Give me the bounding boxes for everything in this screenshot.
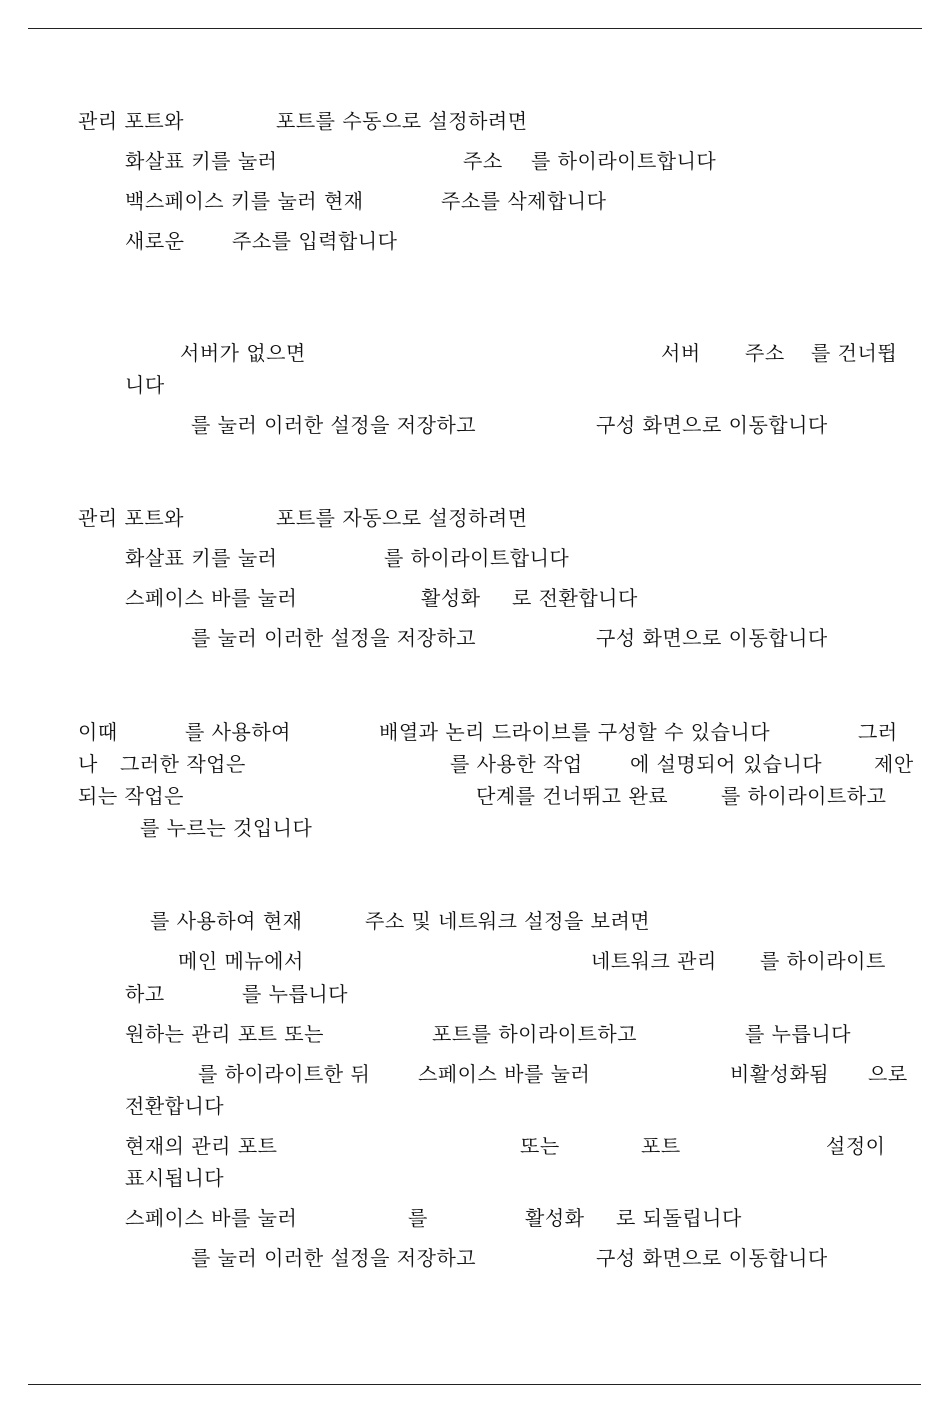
text-fragment: 으로 bbox=[868, 1062, 908, 1086]
text-fragment: 새로운 bbox=[125, 229, 185, 253]
text-fragment: 를 하이라이트 bbox=[760, 949, 886, 973]
text-fragment: 비활성화됨 bbox=[730, 1062, 830, 1086]
text-fragment: 를 하이라이트하고 bbox=[721, 784, 887, 808]
text-fragment: 주소 bbox=[745, 341, 785, 365]
bottom-rule bbox=[28, 1384, 921, 1385]
text-fragment: 현재의 관리 포트 bbox=[125, 1134, 278, 1158]
text-fragment: 니다 bbox=[125, 373, 165, 397]
text-fragment: 전환합니다 bbox=[125, 1094, 225, 1118]
text-fragment: 백스페이스 키를 눌러 현재 bbox=[125, 189, 364, 213]
text-fragment: 를 사용한 작업 bbox=[450, 752, 583, 776]
text-fragment: 원하는 관리 포트 또는 bbox=[125, 1022, 324, 1046]
text-fragment: 를 누르는 것입니다 bbox=[140, 816, 313, 840]
text-fragment: 포트를 자동으로 설정하려면 bbox=[276, 506, 528, 530]
text-fragment: 나 bbox=[78, 752, 98, 776]
text-fragment: 주소를 삭제합니다 bbox=[441, 189, 607, 213]
text-fragment: 활성화 bbox=[525, 1206, 585, 1230]
text-fragment: 관리 포트와 bbox=[78, 109, 184, 133]
text-fragment: 표시됩니다 bbox=[125, 1166, 225, 1190]
text-fragment: 구성 화면으로 이동합니다 bbox=[596, 1246, 828, 1270]
text-fragment: 배열과 논리 드라이브를 구성할 수 있습니다 bbox=[379, 720, 771, 744]
text-fragment: 포트를 수동으로 설정하려면 bbox=[276, 109, 528, 133]
text-fragment: 를 사용하여 bbox=[185, 720, 291, 744]
text-fragment: 주소 및 네트워크 설정을 보려면 bbox=[365, 909, 651, 933]
text-fragment: 를 bbox=[408, 1206, 428, 1230]
text-fragment: 를 눌러 이러한 설정을 저장하고 bbox=[191, 626, 477, 650]
text-fragment: 로 전환합니다 bbox=[512, 586, 638, 610]
text-fragment: 하고 bbox=[125, 982, 165, 1006]
text-fragment: 에 설명되어 있습니다 bbox=[630, 752, 823, 776]
text-fragment: 를 하이라이트한 뒤 bbox=[198, 1062, 371, 1086]
top-rule bbox=[28, 28, 922, 29]
text-fragment: 로 되돌립니다 bbox=[616, 1206, 742, 1230]
text-fragment: 관리 포트와 bbox=[78, 506, 184, 530]
text-fragment: 스페이스 바를 눌러 bbox=[418, 1062, 591, 1086]
text-fragment: 그러 bbox=[858, 720, 898, 744]
text-fragment: 를 눌러 이러한 설정을 저장하고 bbox=[191, 413, 477, 437]
text-fragment: 네트워크 관리 bbox=[591, 949, 717, 973]
text-fragment: 스페이스 바를 눌러 bbox=[125, 1206, 298, 1230]
text-fragment: 를 하이라이트합니다 bbox=[384, 546, 570, 570]
text-fragment: 주소 bbox=[463, 149, 503, 173]
text-fragment: 주소를 입력합니다 bbox=[232, 229, 398, 253]
text-fragment: 포트 bbox=[641, 1134, 681, 1158]
text-fragment: 화살표 키를 눌러 bbox=[125, 149, 278, 173]
text-fragment: 구성 화면으로 이동합니다 bbox=[596, 626, 828, 650]
text-fragment: 제안 bbox=[874, 752, 914, 776]
text-fragment: 포트를 하이라이트하고 bbox=[432, 1022, 638, 1046]
text-fragment: 단계를 건너뛰고 완료 bbox=[476, 784, 669, 808]
text-fragment: 를 건너뜁 bbox=[811, 341, 898, 365]
text-fragment: 스페이스 바를 눌러 bbox=[125, 586, 298, 610]
text-fragment: 를 하이라이트합니다 bbox=[531, 149, 717, 173]
text-fragment: 또는 bbox=[520, 1134, 560, 1158]
text-fragment: 를 사용하여 현재 bbox=[150, 909, 303, 933]
text-fragment: 이때 bbox=[78, 720, 118, 744]
text-fragment: 화살표 키를 눌러 bbox=[125, 546, 278, 570]
text-fragment: 를 누릅니다 bbox=[242, 982, 348, 1006]
text-fragment: 메인 메뉴에서 bbox=[178, 949, 304, 973]
text-fragment: 서버 bbox=[661, 341, 701, 365]
text-fragment: 를 누릅니다 bbox=[745, 1022, 851, 1046]
text-fragment: 를 눌러 이러한 설정을 저장하고 bbox=[191, 1246, 477, 1270]
text-fragment: 서버가 없으면 bbox=[180, 341, 306, 365]
text-fragment: 설정이 bbox=[826, 1134, 886, 1158]
text-fragment: 구성 화면으로 이동합니다 bbox=[596, 413, 828, 437]
text-fragment: 되는 작업은 bbox=[78, 784, 184, 808]
text-fragment: 그러한 작업은 bbox=[120, 752, 246, 776]
text-fragment: 활성화 bbox=[421, 586, 481, 610]
